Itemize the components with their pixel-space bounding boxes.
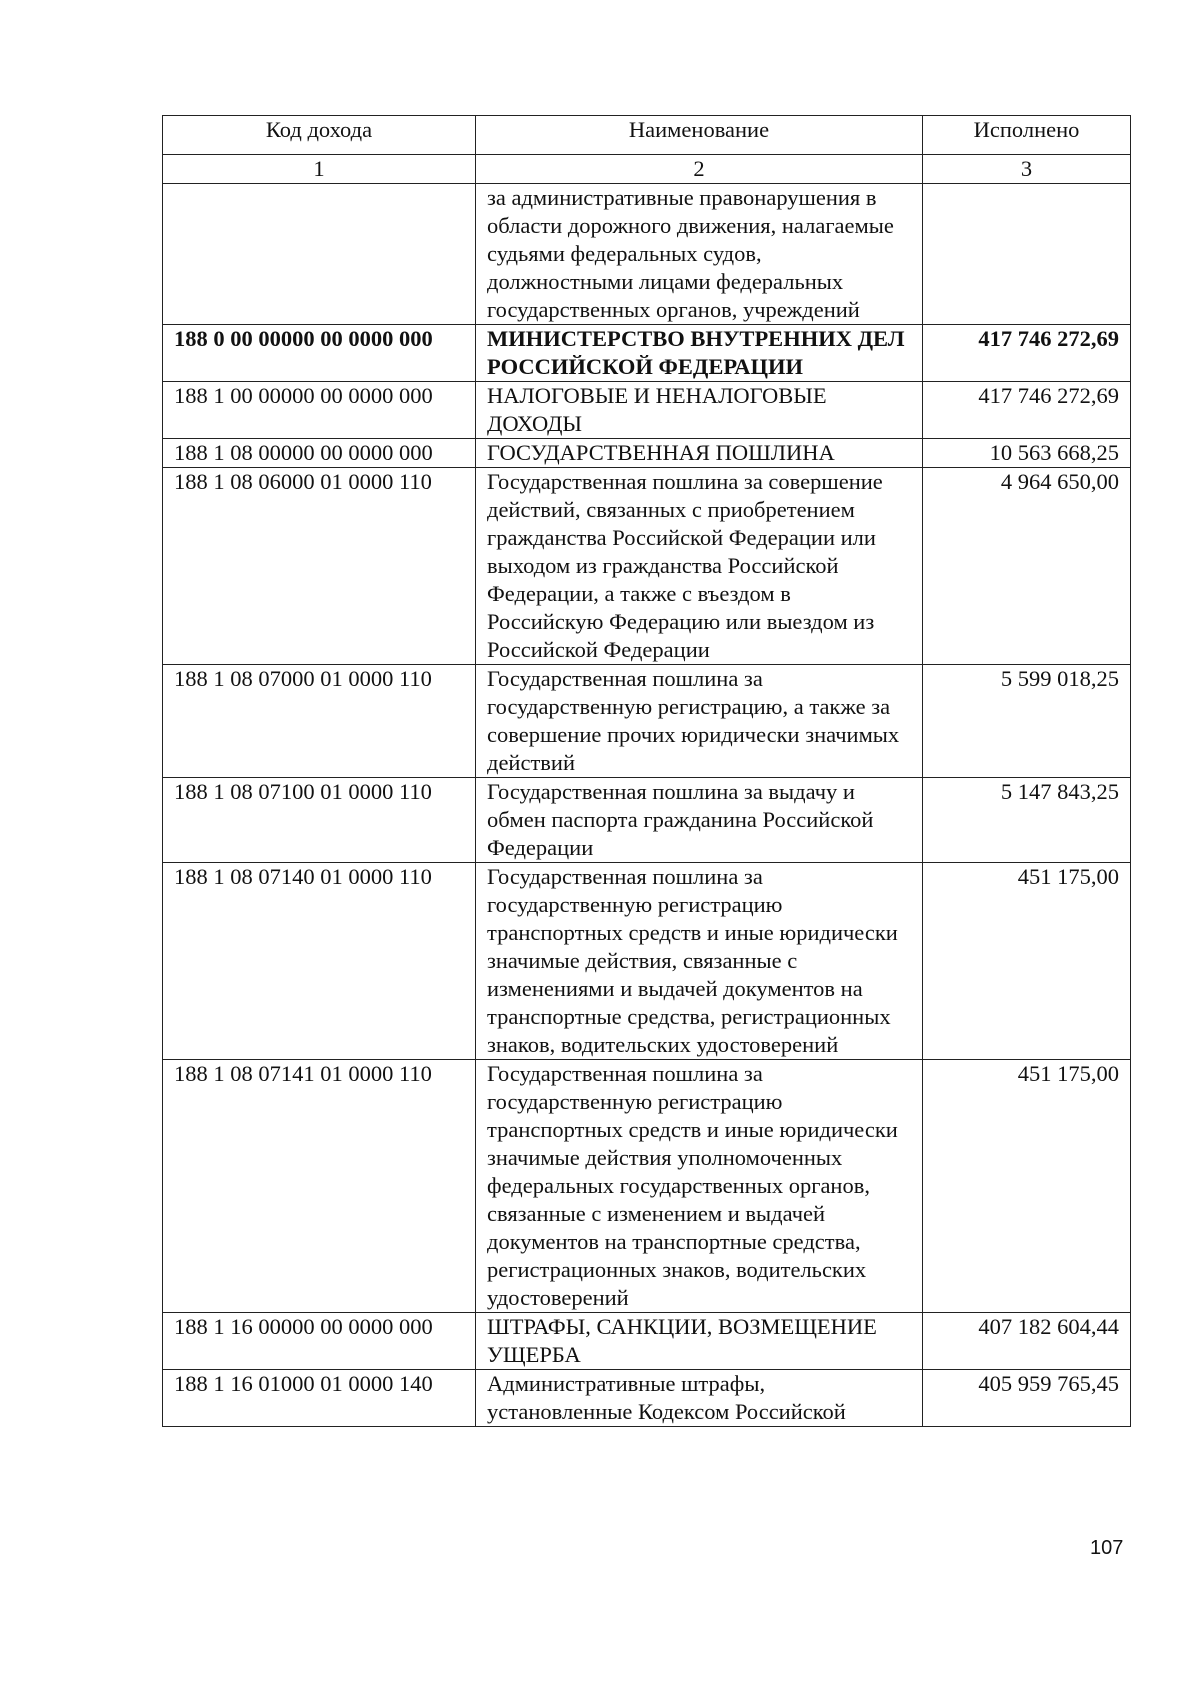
table-row	[163, 1370, 1131, 1427]
header-code: Код дохода	[163, 116, 476, 155]
income-code-cell	[163, 184, 476, 325]
amount-cell: 451 175,00	[923, 1060, 1131, 1313]
table-row	[163, 863, 1131, 1060]
amount-cell: 451 175,00	[923, 863, 1131, 1060]
description-cell: Государственная пошлина за совершение действий, связанных с приобретением гражданства Российской Федерации или выходом из гражданства Российской Федерации, а также с въездом в Российскую Федерацию или выездом из Российской Федерации	[476, 468, 923, 665]
amount-cell: 417 746 272,69	[923, 382, 1131, 439]
column-number-3: 3	[923, 155, 1131, 184]
header-amount: Исполнено	[923, 116, 1131, 155]
income-code-cell: 188 1 08 07141 01 0000 110	[163, 1060, 476, 1313]
amount-cell: 5 599 018,25	[923, 665, 1131, 778]
income-code-cell: 188 1 00 00000 00 0000 000	[163, 382, 476, 439]
description-cell: за административные правонарушения в области дорожного движения, налагаемые судьями федеральных судов, должностными лицами федеральных государственных органов, учреждений	[476, 184, 923, 325]
table-row	[163, 382, 1131, 439]
description-cell: МИНИСТЕРСТВО ВНУТРЕННИХ ДЕЛ РОССИЙСКОЙ ФЕДЕРАЦИИ	[476, 325, 923, 382]
table-row	[163, 468, 1131, 665]
amount-cell: 405 959 765,45	[923, 1370, 1131, 1427]
revenue-table	[162, 115, 1131, 1427]
table-row	[163, 665, 1131, 778]
income-code-cell: 188 1 08 07100 01 0000 110	[163, 778, 476, 863]
description-cell: Государственная пошлина за государственную регистрацию транспортных средств и иные юридически значимые действия уполномоченных федеральных государственных органов, связанные с изменением и выдачей документов на транспортные средства, регистрационных знаков, водительских удостоверений	[476, 1060, 923, 1313]
table-header-row	[163, 116, 1131, 155]
amount-cell: 10 563 668,25	[923, 439, 1131, 468]
column-number-2: 2	[476, 155, 923, 184]
table-row	[163, 439, 1131, 468]
column-number-row	[163, 155, 1131, 184]
table-row	[163, 325, 1131, 382]
header-name: Наименование	[476, 116, 923, 155]
amount-cell: 407 182 604,44	[923, 1313, 1131, 1370]
description-cell: Государственная пошлина за государственную регистрацию транспортных средств и иные юридически значимые действия, связанные с изменениями и выдачей документов на транспортные средства, регистрационных знаков, водительских удостоверений	[476, 863, 923, 1060]
description-cell: Государственная пошлина за выдачу и обмен паспорта гражданина Российской Федерации	[476, 778, 923, 863]
description-cell: ШТРАФЫ, САНКЦИИ, ВОЗМЕЩЕНИЕ УЩЕРБА	[476, 1313, 923, 1370]
income-code-cell: 188 1 16 01000 01 0000 140	[163, 1370, 476, 1427]
amount-cell	[923, 184, 1131, 325]
column-number-1: 1	[163, 155, 476, 184]
description-cell: Государственная пошлина за государственную регистрацию, а также за совершение прочих юридически значимых действий	[476, 665, 923, 778]
page-number: 107	[1090, 1537, 1124, 1559]
amount-cell: 5 147 843,25	[923, 778, 1131, 863]
income-code-cell: 188 1 08 06000 01 0000 110	[163, 468, 476, 665]
income-code-cell: 188 0 00 00000 00 0000 000	[163, 325, 476, 382]
table-body	[163, 184, 1131, 1427]
table-row	[163, 184, 1131, 325]
amount-cell: 4 964 650,00	[923, 468, 1131, 665]
table-row	[163, 778, 1131, 863]
income-code-cell: 188 1 08 07000 01 0000 110	[163, 665, 476, 778]
description-cell: Административные штрафы, установленные Кодексом Российской	[476, 1370, 923, 1427]
table-row	[163, 1313, 1131, 1370]
description-cell: ГОСУДАРСТВЕННАЯ ПОШЛИНА	[476, 439, 923, 468]
income-code-cell: 188 1 08 07140 01 0000 110	[163, 863, 476, 1060]
description-cell: НАЛОГОВЫЕ И НЕНАЛОГОВЫЕ ДОХОДЫ	[476, 382, 923, 439]
income-code-cell: 188 1 16 00000 00 0000 000	[163, 1313, 476, 1370]
amount-cell: 417 746 272,69	[923, 325, 1131, 382]
income-code-cell: 188 1 08 00000 00 0000 000	[163, 439, 476, 468]
table-row	[163, 1060, 1131, 1313]
